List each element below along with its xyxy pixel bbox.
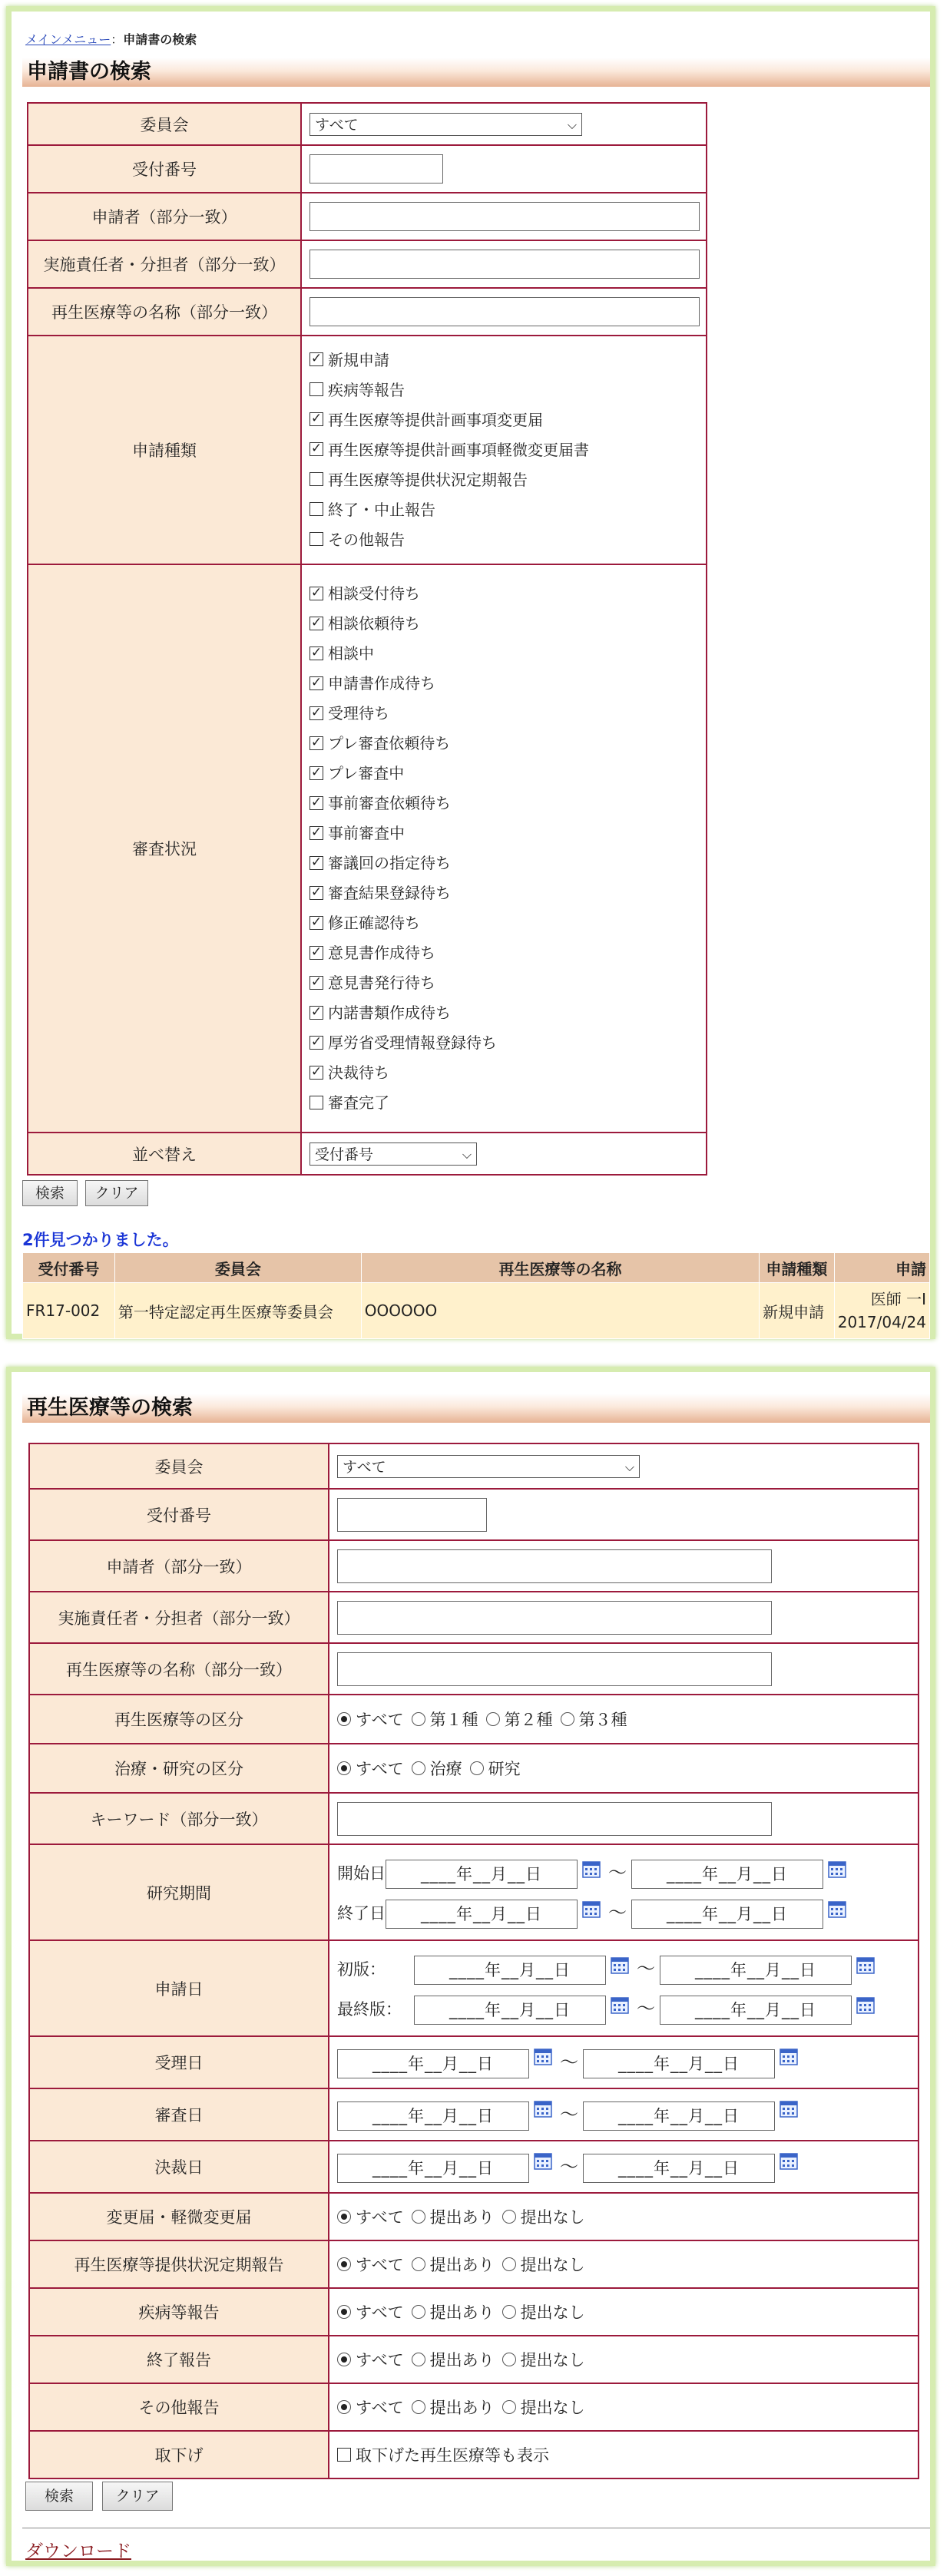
application-type-option[interactable] (309, 435, 705, 465)
end-report-option[interactable] (412, 2351, 495, 2369)
other-report-option[interactable] (502, 2399, 585, 2417)
review-status-option-label: 審議回の指定待ち (328, 854, 451, 872)
review-status-option-label: 修正確認待ち (328, 914, 420, 932)
medical-name-label: 再生医療等の名称（部分一致） (28, 288, 301, 336)
review-status-checkbox[interactable]: ✓ (310, 1033, 323, 1050)
category-radio[interactable] (486, 1712, 500, 1726)
applicant-input[interactable] (337, 1549, 772, 1583)
withdraw-label: 取下げ (29, 2431, 329, 2478)
change-notice-radios (329, 2193, 919, 2240)
calendar-icon[interactable] (856, 1949, 875, 1967)
review-status-option-label: 厚労省受理情報登録待ち (328, 1033, 497, 1052)
results-header-cell: 委員会 (114, 1253, 361, 1283)
review-status-option[interactable] (309, 789, 705, 818)
end-report-label: 終了報告 (29, 2336, 329, 2383)
treat-research-radios (329, 1744, 919, 1793)
result-applicant-name: 医師 一I (870, 1290, 926, 1308)
status-report-radios (329, 2240, 919, 2288)
review-status-option-label: プレ審査依頼待ち (328, 734, 451, 752)
committee-label: 委員会 (29, 1443, 329, 1489)
applicant-input[interactable] (309, 202, 700, 231)
last-version-to-input[interactable]: ____年__月__日 (660, 1996, 852, 2025)
page-title: 再生医療等の検索 (22, 1394, 930, 1423)
review-status-option[interactable] (309, 848, 705, 878)
category-radio[interactable] (412, 1712, 425, 1726)
calendar-icon[interactable] (611, 1949, 629, 1967)
review-status-option-label: 相談依頼待ち (328, 614, 420, 633)
calendar-icon[interactable] (534, 2099, 552, 2118)
change-notice-radio-label: 提出なし (520, 2208, 585, 2227)
search-button[interactable]: 検索 (25, 2482, 93, 2511)
application-date-label: 申請日 (29, 1940, 329, 2036)
review-from-input[interactable]: ____年__月__日 (337, 2101, 529, 2131)
treat-research-radio-label: 治療 (429, 1760, 462, 1778)
treat-research-option[interactable] (470, 1760, 521, 1778)
other-report-radio-label: 提出なし (520, 2399, 585, 2417)
change-notice-radio-label: すべて (356, 2208, 404, 2227)
medical-name-label: 再生医療等の名称（部分一致） (29, 1643, 329, 1695)
reception-no-label: 受付番号 (28, 145, 301, 193)
end-report-radio-label: 提出なし (520, 2351, 585, 2369)
other-report-radios (329, 2383, 919, 2431)
application-type-option[interactable] (309, 375, 705, 405)
end-report-option[interactable] (337, 2351, 404, 2369)
table-row[interactable] (23, 1283, 930, 1339)
chevron-down-icon: ⌵ (567, 117, 577, 132)
category-label: 再生医療等の区分 (29, 1695, 329, 1744)
other-report-radio[interactable] (337, 2400, 351, 2414)
review-status-option-label: 事前審査中 (328, 824, 405, 842)
application-type-option-label: 再生医療等提供状況定期報告 (328, 470, 528, 489)
change-notice-option[interactable] (502, 2208, 585, 2227)
status-report-radio[interactable] (412, 2257, 425, 2271)
received-to-input[interactable]: ____年__月__日 (583, 2049, 775, 2078)
category-radios (329, 1695, 919, 1744)
breadcrumb-main-menu-link[interactable]: メインメニュー (25, 32, 111, 47)
change-notice-option[interactable] (412, 2208, 495, 2227)
end-report-radios (329, 2336, 919, 2383)
treat-research-radio-label: すべて (356, 1760, 404, 1778)
end-report-option[interactable] (502, 2351, 585, 2369)
category-radio-label: 第１種 (429, 1711, 478, 1729)
reception-no-label: 受付番号 (29, 1489, 329, 1540)
application-search-form (27, 102, 707, 1176)
review-status-option-label: 内諾書類作成待ち (328, 1004, 451, 1022)
application-type-option[interactable] (309, 465, 705, 495)
result-date: 2017/04/24 (837, 1313, 926, 1331)
keyword-label: キーワード（部分一致） (29, 1793, 329, 1844)
responsible-label: 実施責任者・分担者（部分一致） (28, 240, 301, 288)
breadcrumb-separator: ： (111, 32, 124, 47)
status-report-option[interactable] (412, 2256, 495, 2274)
review-status-option[interactable] (309, 579, 705, 609)
last-version-from-input[interactable]: ____年__月__日 (414, 1996, 606, 2025)
withdraw-checkbox[interactable] (337, 2448, 351, 2462)
committee-cell (301, 103, 707, 145)
range-tilde: ～ (637, 1957, 655, 1979)
review-status-option[interactable] (309, 938, 705, 968)
category-radio-label: すべて (356, 1711, 404, 1729)
clear-button[interactable]: クリア (85, 1180, 148, 1206)
status-report-label: 再生医療等提供状況定期報告 (29, 2240, 329, 2288)
category-option[interactable] (486, 1711, 553, 1729)
range-tilde: ～ (560, 2155, 578, 2178)
review-status-option-label: 審査結果登録待ち (328, 884, 451, 902)
committee-select-value: すべて (315, 116, 359, 134)
review-status-option[interactable] (309, 669, 705, 699)
review-status-option[interactable] (309, 1028, 705, 1058)
range-tilde: ～ (608, 1901, 627, 1923)
change-notice-label: 変更届・軽微変更届 (29, 2193, 329, 2240)
disease-report-radio-label: すべて (356, 2303, 404, 2322)
range-tilde: ～ (560, 2051, 578, 2073)
review-date-label: 審査日 (29, 2088, 329, 2141)
category-radio-label: 第２種 (504, 1711, 553, 1729)
status-report-option[interactable] (337, 2256, 404, 2274)
disease-report-radios (329, 2288, 919, 2336)
change-notice-radio[interactable] (502, 2210, 516, 2224)
review-status-option[interactable] (309, 818, 705, 848)
applicant-label: 申請者（部分一致） (28, 193, 301, 240)
review-status-option-label: 審査完了 (328, 1093, 389, 1112)
withdraw-cell (329, 2431, 919, 2478)
other-report-option[interactable] (412, 2399, 495, 2417)
responsible-input[interactable] (309, 250, 700, 279)
application-search-panel (6, 6, 935, 1339)
calendar-icon[interactable] (611, 1989, 629, 2007)
chevron-down-icon: ⌵ (462, 1146, 472, 1162)
review-status-checkbox[interactable]: ✓ (310, 854, 323, 870)
review-status-label: 審査状況 (28, 564, 301, 1133)
application-type-option-label: 再生医療等提供計画事項変更届 (328, 410, 543, 429)
review-status-checkbox[interactable]: ✓ (310, 764, 323, 780)
period-end-from-input[interactable]: ____年__月__日 (386, 1900, 578, 1929)
period-end-label: 終了日 (337, 1903, 386, 1923)
end-report-radio-label: すべて (356, 2351, 404, 2369)
change-notice-radio[interactable] (337, 2210, 351, 2224)
review-status-checkbox[interactable]: ✓ (310, 944, 323, 960)
calendar-icon[interactable] (780, 2047, 798, 2065)
review-status-option-label: 意見書発行待ち (328, 974, 435, 992)
review-status-checkbox[interactable] (309, 1096, 323, 1109)
results-header-row (23, 1253, 930, 1283)
result-committee: 第一特定認定再生医療等委員会 (114, 1283, 361, 1339)
review-status-option[interactable] (309, 998, 705, 1028)
application-type-label: 申請種類 (28, 336, 301, 564)
status-report-radio[interactable] (337, 2257, 351, 2271)
decision-to-input[interactable]: ____年__月__日 (583, 2154, 775, 2183)
review-status-checkbox[interactable]: ✓ (310, 824, 323, 840)
review-status-option[interactable] (309, 639, 705, 669)
responsible-input[interactable] (337, 1601, 772, 1635)
review-status-checkbox[interactable]: ✓ (310, 614, 323, 630)
medical-name-input[interactable] (309, 297, 700, 326)
sort-select[interactable] (309, 1143, 477, 1166)
search-button[interactable]: 検索 (22, 1180, 78, 1206)
first-version-from-input[interactable]: ____年__月__日 (414, 1956, 606, 1985)
review-status-checkbox[interactable]: ✓ (310, 794, 323, 810)
page-title: 申請書の検索 (22, 58, 930, 87)
reception-no-input[interactable] (337, 1498, 487, 1532)
period-end-row (337, 1893, 917, 1933)
keyword-input[interactable] (337, 1802, 772, 1836)
download-link[interactable]: ダウンロード (25, 2541, 131, 2561)
other-report-radio[interactable] (412, 2400, 425, 2414)
first-version-to-input[interactable]: ____年__月__日 (660, 1956, 852, 1985)
review-status-checkbox[interactable]: ✓ (310, 1063, 323, 1080)
change-notice-radio[interactable] (412, 2210, 425, 2224)
results-header-cell: 再生医療等の名称 (361, 1253, 759, 1283)
first-version-label: 初版： (337, 1959, 386, 1979)
result-count-text: 2件見つかりました。 (22, 1231, 179, 1249)
change-notice-radio-label: 提出あり (429, 2208, 495, 2227)
committee-select[interactable] (337, 1455, 640, 1478)
category-radio[interactable] (337, 1712, 351, 1726)
disease-report-label: 疾病等報告 (29, 2288, 329, 2336)
result-reception-no[interactable]: FR17-002 (23, 1283, 115, 1339)
range-tilde: ～ (560, 2103, 578, 2125)
calendar-icon[interactable] (780, 2151, 798, 2170)
decision-from-input[interactable]: ____年__月__日 (337, 2154, 529, 2183)
status-report-radio-label: すべて (356, 2256, 404, 2274)
status-report-radio[interactable] (502, 2257, 516, 2271)
review-status-checkbox[interactable]: ✓ (310, 734, 323, 750)
result-applicant (834, 1283, 929, 1339)
end-report-radio[interactable] (502, 2353, 516, 2366)
calendar-icon[interactable] (534, 2151, 552, 2170)
regenerative-medicine-search-panel (6, 1367, 935, 2566)
review-status-option[interactable] (309, 609, 705, 639)
withdraw-option-label: 取下げた再生医療等も表示 (356, 2446, 549, 2465)
review-status-option[interactable] (309, 759, 705, 789)
review-status-checkbox[interactable]: ✓ (310, 884, 323, 900)
treat-research-option[interactable] (337, 1760, 404, 1778)
category-option[interactable] (412, 1711, 478, 1729)
clear-button[interactable]: クリア (102, 2482, 173, 2511)
application-type-option[interactable] (309, 346, 705, 375)
review-status-option-label: 受理待ち (328, 704, 389, 723)
status-report-radio-label: 提出あり (429, 2256, 495, 2274)
result-type: 新規申請 (760, 1283, 835, 1339)
first-version-row (337, 1949, 917, 1989)
review-status-option-label: 事前審査依頼待ち (328, 794, 451, 812)
other-report-option[interactable] (337, 2399, 404, 2417)
other-report-radio-label: すべて (356, 2399, 404, 2417)
application-type-option[interactable] (309, 495, 705, 525)
disease-report-radio-label: 提出なし (520, 2303, 585, 2322)
review-status-option-label: 相談受付待ち (328, 584, 420, 603)
review-status-option[interactable] (309, 878, 705, 908)
research-period-cell (329, 1844, 919, 1940)
calendar-icon[interactable] (582, 1893, 601, 1911)
calendar-icon[interactable] (828, 1853, 846, 1871)
results-header-cell: 申請種類 (760, 1253, 835, 1283)
reception-no-input[interactable] (309, 154, 443, 184)
category-radio[interactable] (561, 1712, 574, 1726)
disease-report-radio[interactable] (337, 2305, 351, 2319)
status-report-radio-label: 提出なし (520, 2256, 585, 2274)
sort-label: 並べ替え (28, 1133, 301, 1175)
application-type-checkbox[interactable]: ✓ (310, 441, 323, 456)
application-type-option[interactable] (309, 525, 705, 555)
result-name: OOOOOO (361, 1283, 759, 1339)
calendar-icon[interactable] (780, 2099, 798, 2118)
category-option[interactable] (337, 1711, 404, 1729)
review-status-checkbox[interactable]: ✓ (310, 704, 323, 720)
committee-label: 委員会 (28, 103, 301, 145)
application-type-checkbox[interactable] (309, 472, 323, 486)
other-report-radio[interactable] (502, 2400, 516, 2414)
application-type-checkbox[interactable] (309, 382, 323, 396)
treat-research-radio-label: 研究 (488, 1760, 521, 1778)
review-status-checkbox[interactable]: ✓ (310, 644, 323, 660)
sort-select-value: 受付番号 (315, 1146, 374, 1163)
chevron-down-icon: ⌵ (624, 1459, 634, 1474)
calendar-icon[interactable] (582, 1853, 601, 1871)
review-status-checkbox[interactable]: ✓ (310, 914, 323, 930)
results-table (22, 1252, 930, 1339)
disease-report-option[interactable] (337, 2303, 404, 2322)
period-start-from-input[interactable]: ____年__月__日 (386, 1860, 578, 1889)
range-tilde: ～ (637, 1997, 655, 2019)
review-to-input[interactable]: ____年__月__日 (583, 2101, 775, 2131)
review-status-option[interactable] (309, 1088, 705, 1118)
end-report-radio[interactable] (412, 2353, 425, 2366)
application-type-option[interactable] (309, 405, 705, 435)
application-type-option-label: 疾病等報告 (328, 380, 405, 399)
last-version-row (337, 1989, 917, 2029)
calendar-icon[interactable] (534, 2047, 552, 2065)
end-report-radio-label: 提出あり (429, 2351, 495, 2369)
application-type-checkbox[interactable] (309, 502, 323, 516)
category-radio-label: 第３種 (578, 1711, 627, 1729)
medical-name-input[interactable] (337, 1652, 772, 1686)
received-from-input[interactable]: ____年__月__日 (337, 2049, 529, 2078)
treat-research-radio[interactable] (337, 1761, 351, 1775)
breadcrumb (25, 30, 197, 48)
disease-report-radio-label: 提出あり (429, 2303, 495, 2322)
category-option[interactable] (561, 1711, 627, 1729)
committee-select[interactable] (309, 113, 582, 136)
results-header-cell: 受付番号 (23, 1253, 115, 1283)
application-type-options (301, 336, 707, 564)
review-status-option[interactable] (309, 908, 705, 938)
application-type-option-label: 再生医療等提供計画事項軽微変更届書 (328, 440, 589, 459)
review-status-checkbox[interactable]: ✓ (310, 974, 323, 990)
end-report-radio[interactable] (337, 2353, 351, 2366)
decision-date-label: 決裁日 (29, 2141, 329, 2193)
application-type-checkbox[interactable]: ✓ (310, 411, 323, 426)
results-header-cell: 申請 (834, 1253, 929, 1283)
application-date-cell (329, 1940, 919, 2036)
application-type-option-label: 新規申請 (328, 350, 389, 369)
period-start-to-input[interactable]: ____年__月__日 (631, 1860, 823, 1889)
applicant-label: 申請者（部分一致） (29, 1540, 329, 1592)
disease-report-radio[interactable] (502, 2305, 516, 2319)
range-tilde: ～ (608, 1861, 627, 1883)
review-status-option[interactable] (309, 699, 705, 729)
review-status-checkbox[interactable]: ✓ (310, 584, 323, 600)
review-status-option[interactable] (309, 729, 705, 759)
application-type-checkbox[interactable] (309, 532, 323, 546)
review-status-option[interactable] (309, 968, 705, 998)
review-status-options (301, 564, 707, 1133)
change-notice-option[interactable] (337, 2208, 404, 2227)
other-report-label: その他報告 (29, 2383, 329, 2431)
breadcrumb-current: 申請書の検索 (123, 32, 197, 47)
review-status-option-label: 意見書作成待ち (328, 944, 435, 962)
review-status-option-label: 申請書作成待ち (328, 674, 435, 693)
treat-research-option[interactable] (412, 1760, 462, 1778)
review-status-option-label: プレ審査中 (328, 764, 405, 782)
period-end-to-input[interactable]: ____年__月__日 (631, 1900, 823, 1929)
review-status-option[interactable] (309, 1058, 705, 1088)
application-type-option-label: 終了・中止報告 (328, 500, 435, 519)
other-report-radio-label: 提出あり (429, 2399, 495, 2417)
review-status-checkbox[interactable]: ✓ (310, 674, 323, 690)
treat-research-radio[interactable] (412, 1761, 425, 1775)
disease-report-option[interactable] (502, 2303, 585, 2322)
last-version-label: 最終版： (337, 1999, 402, 2019)
research-period-label: 研究期間 (29, 1844, 329, 1940)
treat-research-label: 治療・研究の区分 (29, 1744, 329, 1793)
period-start-label: 開始日 (337, 1863, 386, 1883)
application-type-checkbox[interactable]: ✓ (310, 351, 323, 366)
treat-research-radio[interactable] (470, 1761, 484, 1775)
calendar-icon[interactable] (856, 1989, 875, 2007)
period-start-row (337, 1853, 917, 1893)
review-status-option-label: 相談中 (328, 644, 374, 663)
committee-select-value: すべて (343, 1458, 386, 1476)
calendar-icon[interactable] (828, 1893, 846, 1911)
review-status-checkbox[interactable]: ✓ (310, 1004, 323, 1020)
responsible-label: 実施責任者・分担者（部分一致） (29, 1592, 329, 1643)
review-status-option-label: 決裁待ち (328, 1063, 389, 1082)
disease-report-radio[interactable] (412, 2305, 425, 2319)
disease-report-option[interactable] (412, 2303, 495, 2322)
received-date-label: 受理日 (29, 2036, 329, 2088)
medicine-search-form (28, 1443, 919, 2479)
application-type-option-label: その他報告 (328, 530, 405, 549)
status-report-option[interactable] (502, 2256, 585, 2274)
